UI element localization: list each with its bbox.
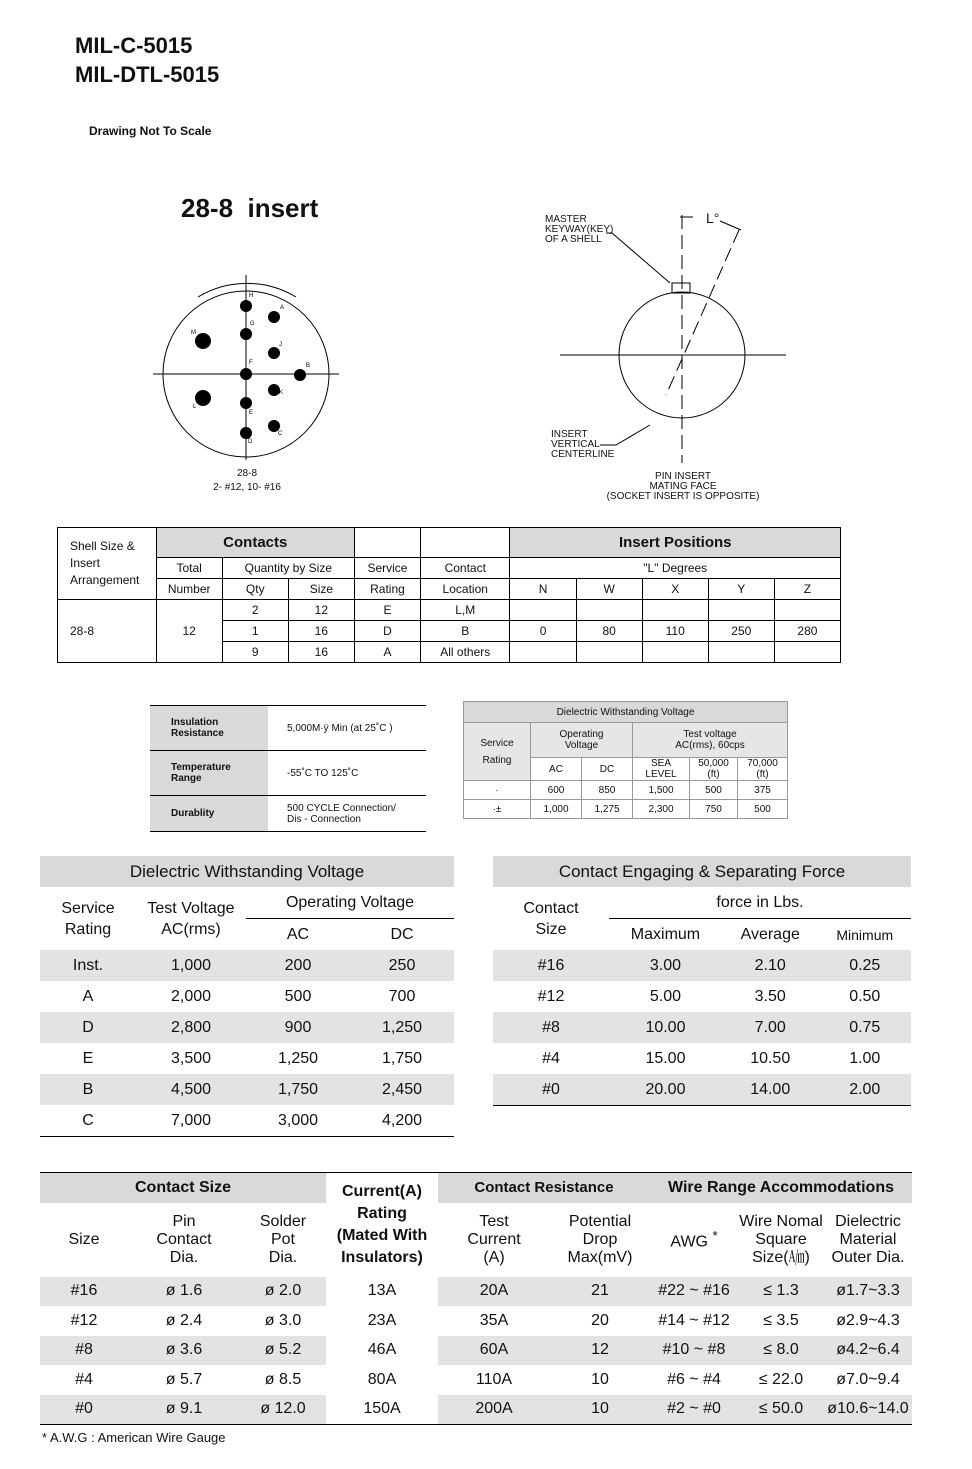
table-cell: 20 [591,1311,609,1329]
dsm-h-operating: Operating Voltage [531,723,633,758]
table-cell: 2,300 [633,800,690,819]
table-cell: ø1.7~3.3 [824,1277,912,1307]
th-service: Service [354,558,420,579]
table-cell: 3.00 [609,950,722,981]
cs-h-dielectric: Dielectric Material Outer Dia. [831,1212,905,1266]
table-cell: 2,450 [350,1074,454,1105]
table-cell: ø4.2~6.4 [824,1336,912,1366]
cesf-h-size: Contact Size [523,899,579,938]
table-row [40,1395,912,1425]
table-cell: #8 [40,1336,128,1366]
contact-letter: E [249,410,254,416]
table-cell: 900 [246,1012,350,1043]
prop-key: Durablity [150,796,268,832]
cs-h-contact-size: Contact Size [40,1173,326,1203]
table-cell: #8 [493,1012,609,1043]
contact-letter: B [306,363,311,369]
table-cell: 1,750 [246,1074,350,1105]
table-cell: 4,200 [381,1111,423,1129]
table-cell: 375 [738,781,788,800]
th-pos-y: Y [708,579,774,600]
th-qty: Qty [222,579,288,600]
cell-pos-y: 250 [708,621,774,642]
table-cell: #14 ~ #12 [658,1311,730,1329]
table-cell: 0.75 [819,1012,911,1043]
table-cell: 7,000 [170,1111,212,1129]
th-shell: Shell Size & Insert Arrangement [58,528,157,600]
table-cell: 10 [591,1370,609,1388]
cell-pos-x: 110 [642,621,708,642]
contact-pin [240,397,252,409]
prop-value: -55˚C TO 125˚C [268,751,426,796]
table-cell: 1,250 [277,1049,319,1067]
table-cell: ø 9.1 [128,1395,240,1425]
contact-letter: H [249,293,254,299]
table-cell: 60A [438,1336,550,1366]
th-location: Location [421,579,510,600]
table-row [464,781,788,800]
table-cell: 500 [284,987,312,1005]
table-cell: #10 ~ #8 [650,1336,738,1366]
spec-title-1: MIL-C-5015 [75,33,193,58]
th-size: Size [288,579,354,600]
scale-note: Drawing Not To Scale [89,124,212,138]
th-contact: Contact [421,558,510,579]
table-cell: ·± [464,800,531,819]
table-cell: 35A [479,1311,509,1329]
table-cell: 5.00 [649,987,682,1005]
engaging-force-table [493,856,911,1106]
insert-caption-1: 28-8 [236,468,257,479]
insert-caption-2: 2- #12, 10- #16 [213,482,281,493]
table-row [40,1074,454,1105]
cell-qty: 2 [222,600,288,621]
contact-pin [268,311,280,323]
table-cell: ø 12.0 [240,1395,326,1425]
cs-h-resistance: Contact Resistance [438,1173,650,1203]
table-cell: 3,500 [170,1049,212,1067]
table-cell: 4,500 [136,1074,246,1105]
table-cell: #12 [70,1311,98,1329]
contact-pin [240,328,252,340]
properties-table [150,705,426,832]
table-cell: 0.50 [849,987,881,1005]
table-cell: 7.00 [722,1012,819,1043]
table-row [493,1043,911,1074]
table-cell: 2,800 [136,1012,246,1043]
cesf-h-force: force in Lbs. [609,887,911,919]
dwv-h-operating: Operating Voltage [246,887,454,919]
table-cell: B [40,1074,136,1105]
table-cell: ø 8.5 [264,1370,302,1388]
table-cell: 1,250 [350,1012,454,1043]
table-cell: #4 [542,1049,560,1067]
table-cell: 20.00 [609,1074,722,1106]
contact-pin [195,390,211,406]
cell-location: All others [421,642,510,663]
cell-rating: A [354,642,420,663]
awg-footnote: * A.W.G : American Wire Gauge [42,1430,226,1445]
table-cell: 500 [738,800,788,819]
cell-size: 12 [288,600,354,621]
contact-pin [240,427,252,439]
table-row [150,751,426,796]
table-cell: 3.50 [754,987,786,1005]
table-cell: 2.00 [819,1074,911,1106]
spec-title-2: MIL-DTL-5015 [75,62,220,87]
table-row [40,981,454,1012]
contact-letter: M [191,330,196,336]
dwv-h-ac: AC [286,925,310,943]
cs-h-awg: AWG [670,1233,708,1251]
table-cell: 200A [438,1395,550,1425]
table-cell: Inst. [40,950,136,981]
table-row [40,1043,454,1074]
table-cell: 12 [550,1336,650,1366]
table-cell: 23A [326,1306,438,1336]
vertical-centerline-label: INSERT VERTICAL CENTERLINE [551,429,615,460]
contact-pin [294,369,306,381]
contact-pin [240,368,252,380]
contact-letter: F [249,360,253,366]
contact-letter: D [248,439,253,445]
table-cell: ø10.6~14.0 [824,1395,912,1425]
table-row [40,1277,912,1307]
table-row [150,796,426,832]
table-cell: 20A [438,1277,550,1307]
prop-key: Temperature Range [150,751,268,796]
cesf-h-max: Maximum [630,925,701,943]
table-cell: ø 3.0 [264,1311,302,1329]
prop-value: 5,000M·ÿ Min (at 25˚C ) [268,706,426,751]
table-row [493,1012,911,1043]
table-cell: ≤ 8.0 [738,1336,824,1366]
table-row [40,1105,454,1137]
table-cell: 1,000 [136,950,246,981]
table-cell: 250 [350,950,454,981]
cs-h-nominal: Wire Nomal Square Size(㏟) [739,1212,823,1266]
table-cell: 3,000 [277,1111,319,1129]
dsm-h-sea: SEA LEVEL [633,758,690,781]
dwv-h-dc: DC [390,925,414,943]
cell-arrangement: 28-8 [58,600,157,663]
table-row [493,950,911,981]
cesf-title: Contact Engaging & Separating Force [493,856,911,887]
cs-h-size: Size [68,1230,100,1248]
table-cell: #16 [493,950,609,981]
mating-face-label: PIN INSERT MATING FACE (SOCKET INSERT IS OPPOSITE) [606,471,760,502]
cs-h-test-current: Test Current (A) [467,1212,521,1266]
table-cell: ≤ 1.3 [738,1277,824,1307]
table-row [464,800,788,819]
cell-qty: 1 [222,621,288,642]
dwv-h-service: Service Rating [61,899,115,938]
cell-rating: D [354,621,420,642]
contact-letter: L [193,404,197,410]
table-cell: 1,500 [633,781,690,800]
table-cell: 110A [475,1370,513,1388]
dwv-h-test: Test Voltage AC(rms) [147,899,235,938]
table-cell: ø 5.7 [165,1370,203,1388]
table-cell: ø 1.6 [128,1277,240,1307]
dsm-h-rating: Rating [482,754,512,766]
th-l-degrees: "L" Degrees [510,558,841,579]
th-qty-by-size: Quantity by Size [222,558,354,579]
cell-location: L,M [421,600,510,621]
contacts-table [57,527,841,663]
contact-letter: C [278,431,283,437]
cell-location: B [421,621,510,642]
cell-pos-z: 280 [774,621,840,642]
insert-face-diagram [150,270,345,465]
table-cell: 15.00 [645,1049,686,1067]
dsm-h-service: Service [480,737,514,749]
dsm-h-50k: 50,000 (ft) [690,758,738,781]
cesf-h-avg: Average [740,925,800,943]
angle-label: L° [706,210,720,226]
table-cell: 80A [326,1365,438,1395]
table-cell: 2,000 [170,987,212,1005]
contact-letter: A [280,305,285,311]
cell-pos-n: 0 [510,621,576,642]
table-cell: 46A [326,1336,438,1366]
table-cell: #22 ~ #16 [650,1277,738,1307]
table-cell: · [464,781,531,800]
table-row [58,600,841,621]
table-row [493,981,911,1012]
cell-rating: E [354,600,420,621]
dsm-h-dc: DC [582,758,633,781]
table-cell: ≤ 22.0 [758,1370,804,1388]
cell-pos-w: 80 [576,621,642,642]
table-cell: 2.10 [722,950,819,981]
table-row [40,1365,912,1395]
th-pos-n: N [510,579,576,600]
dielectric-small-table [463,701,788,819]
th-rating: Rating [354,579,420,600]
contact-size-table: Contact Size Current(A) Rating (Mated With Insulators) Contact Resistance Wire Range Accommodations Size Pin Contact Dia. Solder Pot Dia. Test Current (A) Potential Drop Max(mV) AWG * Wire Nomal Square Size(㏟) Dielectric Material Outer Dia. #16 ø 1.6 ø 2.0 13A 20A 21 #22 ~ #16 ≤ 1.3 ø1.7~3.3 #12 ø 2.4 ø 3.0 23A 35A 20 #14 ~ #12 ≤ 3.5 ø2.9~4.3 #8 ø 3.6 ø 5.2 46A 60A 12 #10 ~ #8 ≤ 8.0 ø4.2~6.4 #4 ø 5.7 ø 8.5 80A 110A 10 #6 ~ #4 ≤ 22.0 ø7.0~9.4 #0 ø 9.1 ø 12.0 150A 200A 10 #2 ~ #0 ≤ 50.0 ø10.6~14.0 [40,1172,912,1425]
table-cell: 10.00 [609,1012,722,1043]
prop-value: 500 CYCLE Connection/ Dis - Connection [268,796,426,832]
th-insert-positions: Insert Positions [510,528,841,558]
insert-title: 28-8 insert [181,193,319,223]
table-cell: E [82,1049,94,1067]
table-cell: 200 [246,950,350,981]
table-cell: #0 [40,1395,128,1425]
table-cell: D [40,1012,136,1043]
table-cell: 750 [690,800,738,819]
dwv-title: Dielectric Withstanding Voltage [40,856,454,887]
table-cell: 21 [550,1277,650,1307]
table-row [40,1306,912,1336]
cell-size: 16 [288,621,354,642]
table-cell: 500 [690,781,738,800]
contact-pin [240,300,252,312]
table-cell: #12 [537,987,565,1005]
table-cell: #16 [40,1277,128,1307]
th-pos-w: W [576,579,642,600]
th-pos-z: Z [774,579,840,600]
dsm-h-70k: 70,000 (ft) [738,758,788,781]
table-cell: #6 ~ #4 [667,1370,721,1388]
table-cell: ø2.9~4.3 [836,1311,900,1329]
table-cell: ≤ 50.0 [738,1395,824,1425]
contact-letter: K [279,390,284,396]
table-cell: ø 3.6 [128,1336,240,1366]
master-keyway-label: MASTER KEYWAY(KEY) OF A SHELL [545,214,614,245]
table-cell: ≤ 3.5 [763,1311,799,1329]
prop-key: Insulation Resistance [150,706,268,751]
table-row [40,950,454,981]
dielectric-table [40,856,454,1137]
table-cell: 150A [326,1395,438,1425]
table-cell: 1,275 [582,800,633,819]
table-cell: 1,750 [381,1049,423,1067]
table-cell: 1,000 [531,800,582,819]
cs-h-solder: Solder Pot Dia. [259,1212,307,1266]
dsm-h-ac: AC [531,758,582,781]
table-cell: 0.25 [819,950,911,981]
table-cell: #4 [75,1370,93,1388]
table-cell: A [82,987,94,1005]
table-cell: C [82,1111,94,1129]
table-cell: 1.00 [849,1049,881,1067]
dsm-title: Dielectric Withstanding Voltage [464,702,788,723]
table-cell: 10 [550,1395,650,1425]
cell-total: 12 [156,600,222,663]
th-pos-x: X [642,579,708,600]
cs-h-drop: Potential Drop Max(mV) [567,1212,633,1266]
keyway-diagram [540,205,800,505]
cell-size: 16 [288,642,354,663]
table-cell: #2 ~ #0 [650,1395,738,1425]
contact-pin [268,347,280,359]
table-cell: 600 [531,781,582,800]
table-cell: ø 2.0 [240,1277,326,1307]
table-row [40,1012,454,1043]
cell-qty: 9 [222,642,288,663]
table-row [150,706,426,751]
contact-letter: G [250,321,255,327]
table-cell: 13A [326,1277,438,1307]
cesf-h-min: Minimum [836,926,894,943]
dsm-h-test: Test voltage AC(rms), 60cps [633,723,788,758]
cs-h-pin: Pin Contact Dia. [156,1212,212,1266]
table-cell: ø 5.2 [240,1336,326,1366]
table-cell: #0 [493,1074,609,1106]
table-cell: 700 [388,987,416,1005]
table-row [40,1336,912,1366]
th-contacts: Contacts [156,528,354,558]
table-cell: 850 [582,781,633,800]
table-cell: 14.00 [722,1074,819,1106]
contact-pin [195,333,211,349]
cs-h-current: Current(A) Rating (Mated With Insulators) [336,1182,428,1266]
th-total: Total [156,558,222,579]
contact-letter: J [279,342,282,348]
table-row [493,1074,911,1106]
th-number: Number [156,579,222,600]
table-cell: 10.50 [750,1049,791,1067]
cs-h-wire: Wire Range Accommodations [650,1173,912,1203]
table-cell: ø 2.4 [165,1311,203,1329]
table-cell: ø7.0~9.4 [836,1370,900,1388]
